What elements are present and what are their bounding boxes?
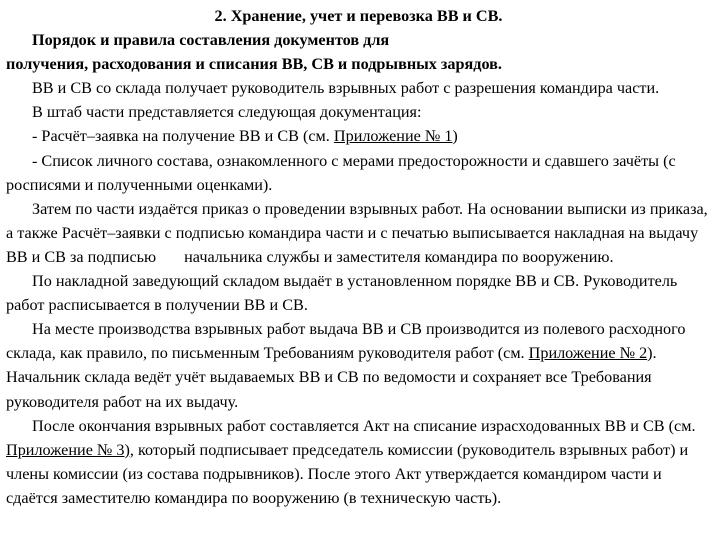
- paragraph-receipt: ВВ и СВ со склада получает руководитель взрывных работ с разрешения командира части.: [32, 79, 660, 98]
- field-store-text: На месте производства взрывных работ выдача ВВ и СВ производится из полевого расходного склада, как правило, по письменным Требованиям руководителя работ (см.: [6, 320, 686, 363]
- write-off-text: После окончания взрывных работ составляется Акт на списание израсходованных ВВ и СВ (см.: [32, 416, 696, 435]
- paragraph-documentation: В штаб части представляется следующая документация:: [32, 103, 422, 122]
- paragraph-issue: По накладной заведующий складом выдаёт в установленном порядке ВВ и СВ. Руководитель работ расписывается в получении ВВ и СВ.: [6, 272, 678, 315]
- section-heading: [6, 28, 711, 76]
- appendix-2-link[interactable]: Приложение № 2: [528, 344, 648, 363]
- write-off-text-end: , который подписывает председатель комиссии (руководитель взрывных работ) и члены комиссии (из состава подрывников). После этого Акт утверждается командиром части и сдаётся заместителю командира по вооружению (в техническую часть).: [6, 440, 689, 507]
- heading-line-1: Порядок и правила составления документов для: [32, 31, 390, 50]
- request-form-text-end: ): [452, 127, 458, 146]
- paragraph-write-off: [6, 414, 711, 510]
- appendix-1-link[interactable]: Приложение № 1: [333, 127, 453, 146]
- order-text-end: начальника службы и заместителя командира по вооружению.: [184, 247, 614, 266]
- appendix-3-link[interactable]: Приложение № 3): [6, 440, 130, 459]
- paragraph-field-store: [6, 317, 711, 413]
- request-form-text: - Расчёт–заявка на получение ВВ и СВ (см.: [32, 127, 334, 146]
- heading-line-2: получения, расходования и списания ВВ, СВ и подрывных зарядов.: [6, 55, 502, 74]
- paragraph-personnel-list: - Список личного состава, ознакомленного с мерами предосторожности и сдавшего зачёты (с росписями и полученными оценками).: [6, 151, 676, 194]
- document-page: [6, 4, 711, 510]
- section-title: 2. Хранение, учет и перевозка ВВ и СВ.: [214, 7, 503, 25]
- paragraph-request-form: [6, 124, 711, 148]
- field-store-text-end: ). Начальник склада ведёт учёт выдаваемых ВВ и СВ по ведомости и сохраняет все Требования руководителя работ на их выдачу.: [6, 344, 657, 411]
- order-text: Затем по части издаётся приказ о проведении взрывных работ. На основании выписки из приказа, а также Расчёт–заявки с подписью командира части и с печатью выписывается накладная на выдачу ВВ и СВ за подписью: [6, 199, 708, 266]
- paragraph-order: [6, 197, 711, 269]
